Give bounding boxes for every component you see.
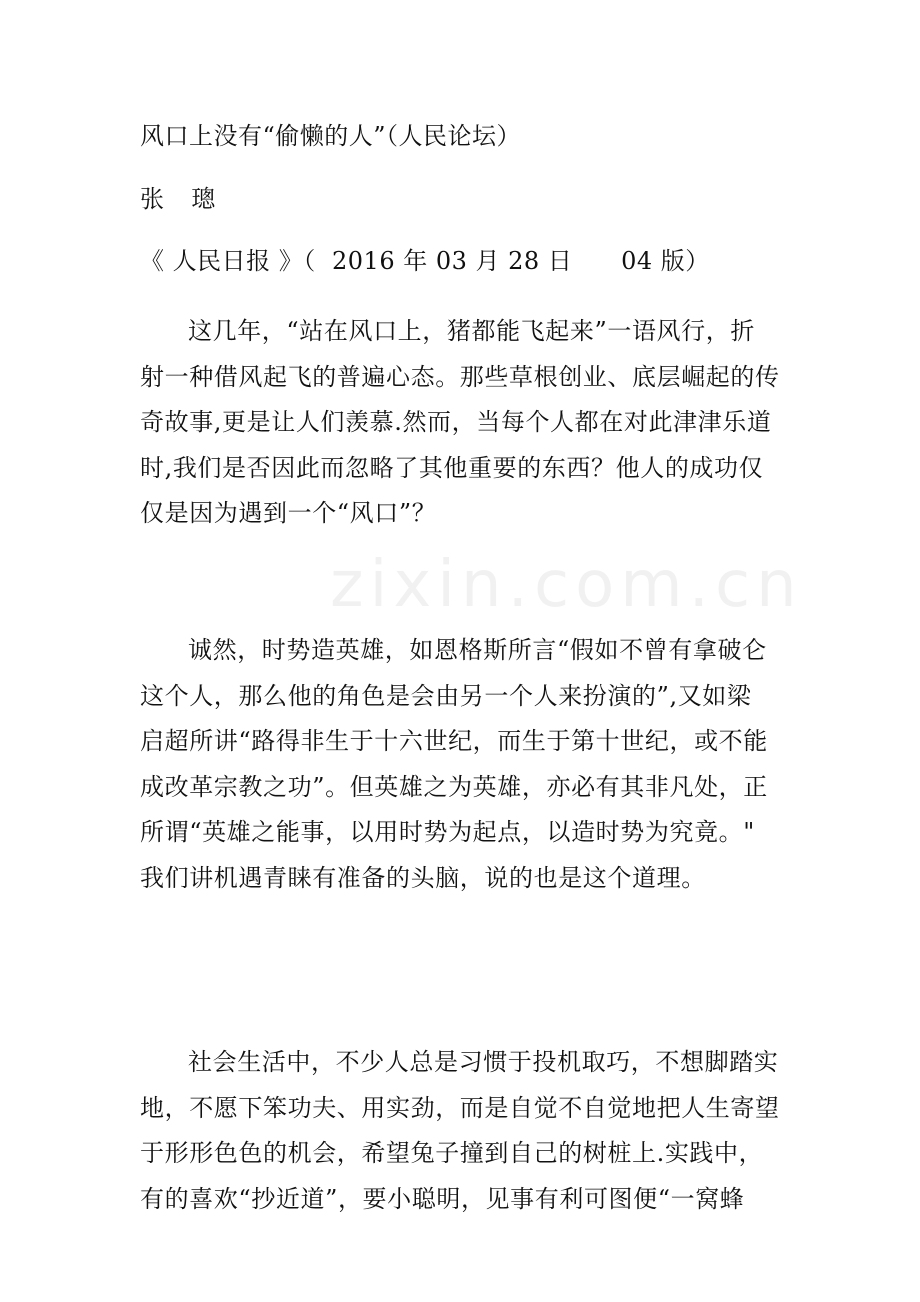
paragraph-3 bbox=[140, 1040, 780, 1222]
paragraph-line: 奇故事,更是让人们羡慕.然而，当每个人都在对此津津乐道 bbox=[140, 408, 772, 437]
paragraph-line: 于形形色色的机会，希望兔子撞到自己的树桩上.实践中， bbox=[140, 1139, 764, 1168]
paragraph-line: 诚然，时势造英雄，如恩格斯所言“假如不曾有拿破仑 bbox=[188, 636, 767, 664]
paragraph-line: 地，不愿下笨功夫、用实劲，而是自觉不自觉地把人生寄望 bbox=[140, 1093, 780, 1122]
paragraph-line: 射一种借风起飞的普遍心态。那些草根创业、底层崛起的传 bbox=[140, 362, 780, 391]
paragraph-line: 我们讲机遇青睐有准备的头脑，说的也是这个道理。 bbox=[140, 863, 706, 892]
paragraph-2 bbox=[140, 628, 780, 902]
paragraph-line: 有的喜欢“抄近道”，要小聪明，见事有利可图便“一窝蜂 bbox=[140, 1184, 745, 1213]
paragraph-line: 仅是因为遇到一个“风口”？ bbox=[140, 499, 437, 528]
paragraph-line: 这几年，“站在风口上，猪都能飞起来”一语风行，折 bbox=[188, 317, 755, 345]
paragraph-line: 社会生活中，不少人总是习惯于投机取巧，不想脚踏实 bbox=[188, 1048, 779, 1076]
paragraph-line: 这个人，那么他的角色是会由另一个人来扮演的”,又如梁 bbox=[140, 681, 752, 710]
paragraph-1 bbox=[140, 309, 780, 537]
watermark: zixin.com.cn bbox=[330, 548, 803, 622]
article-source: 《 人民日报 》（ 2016 年 03 月 28 日 04 版） bbox=[140, 247, 710, 275]
paragraph-line: 时,我们是否因此而忽略了其他重要的东西？他人的成功仅 bbox=[140, 453, 764, 482]
paragraph-line: 启超所讲“路得非生于十六世纪，而生于第十世纪，或不能 bbox=[140, 727, 768, 756]
article-author: 张 璁 bbox=[140, 185, 220, 213]
paragraph-line: 成改革宗教之功”。但英雄之为英雄，亦必有其非凡处，正 bbox=[140, 772, 768, 801]
article-title: 风口上没有“偷懒的人”（人民论坛） bbox=[140, 122, 522, 150]
paragraph-line: 所谓“英雄之能事，以用时势为起点，以造时势为究竟。" bbox=[140, 818, 755, 847]
